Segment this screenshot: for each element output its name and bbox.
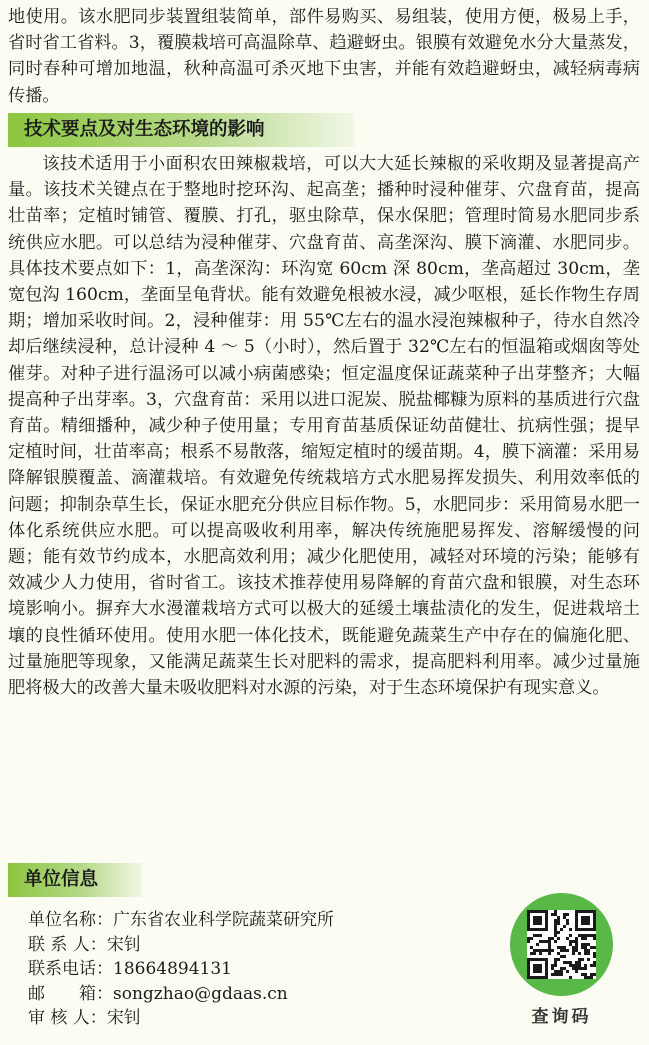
unit-info-list [28,908,334,1031]
info-label: 邮 箱： [28,983,113,1004]
info-label: 联 系 人： [28,934,107,955]
qr-code-matrix [527,910,596,979]
qr-pattern [527,910,596,979]
info-row-contact-person [28,933,334,958]
section-heading-text: 技术要点及对生态环境的影响 [24,119,265,140]
info-label: 单位名称： [28,910,113,930]
info-value: songzhao@gdaas.cn [113,983,288,1004]
info-value: 宋钊 [106,934,141,955]
info-label: 联系电话： [28,959,113,979]
qr-caption: 查询码 [531,1007,592,1027]
info-value: 18664894131 [113,959,232,979]
intro-paragraph: 地使用。该水肥同步装置组装简单，部件易购买、易组装，使用方便，极易上手，省时省工省料。3，覆膜栽培可高温除草、趋避蚜虫。银膜有效避免水分大量蒸发，同时春种可增加地温，秋种高温可杀灭地下虫害，并能有效趋避蚜虫，减轻病毒病传播。 [8,7,640,106]
info-row-email [28,982,334,1007]
info-value: 宋钊 [106,1008,141,1028]
info-value: 广东省农业科学院蔬菜研究所 [113,910,334,930]
info-row-reviewer [28,1006,334,1031]
info-label: 审 核 人： [28,1008,107,1028]
technical-points-paragraph: 该技术适用于小面积农田辣椒栽培，可以大大延长辣椒的采收期及显著提高产量。该技术关键点在于整地时挖环沟、起高垄；播种时浸种催芽、穴盘育苗，提高壮苗率；定植时铺管、覆膜、打孔，驱虫除草，保水保肥；管理时简易水肥同步系统供应水肥。可以总结为浸种催芽、穴盘育苗、高垄深沟、膜下滴灌、水肥同步。具体技术要点如下：1，高垄深沟：环沟宽 60cm 深 80cm，垄高超过 30cm，垄宽包沟 160cm，垄面呈龟背状。能有效避免根被水浸，减少呕根，延长作物生存周期；增加采收时间。2，浸种催芽：用 55℃左右的温水浸泡辣椒种子，待水自然冷却后继续浸种，总计浸种 4 ～ 5（小时），然后置于 32℃左右的恒温箱或烟囱等处催芽。对种子进行温汤可以减小病菌感染；恒定温度保证蔬菜种子出芽整齐；大幅提高种子出芽率。3，穴盘育苗：采用以进口泥炭、脱盐椰糠为原料的基质进行穴盘育苗。精细播种，减少种子使用量；专用育苗基质保证幼苗健壮、抗病性强；提早定植时间，壮苗率高；根系不易散落，缩短定植时的缓苗期。4，膜下滴灌：采用易降解银膜覆盖、滴灌栽培。有效避免传统栽培方式水肥易挥发损失、利用效率低的问题；抑制杂草生长，保证水肥充分供应目标作物。5，水肥同步：采用简易水肥一体化系统供应水肥。可以提高吸收利用率，解决传统施肥易挥发、溶解缓慢的问题；能有效节约成本，水肥高效利用；减少化肥使用，减轻对环境的污染；能够有效减少人力使用，省时省工。该技术推荐使用易降解的育苗穴盘和银膜，对生态环境影响小。摒弃大水漫灌栽培方式可以极大的延缓土壤盐渍化的发生，促进栽培土壤的良性循环使用。使用水肥一体化技术，既能避免蔬菜生产中存在的偏施化肥、过量施肥等现象，又能满足蔬菜生长对肥料的需求，提高肥料利用率。减少过量施肥将极大的改善大量未吸收肥料对水源的污染，对于生态环境保护有现实意义。 [8,154,640,699]
section-heading-unit-info [8,863,142,897]
qr-code-icon[interactable] [510,893,613,996]
section-heading-text: 单位信息 [24,869,99,890]
section-heading-technical-points [8,113,354,147]
info-row-phone [28,957,334,982]
info-row-unit-name [28,908,334,933]
